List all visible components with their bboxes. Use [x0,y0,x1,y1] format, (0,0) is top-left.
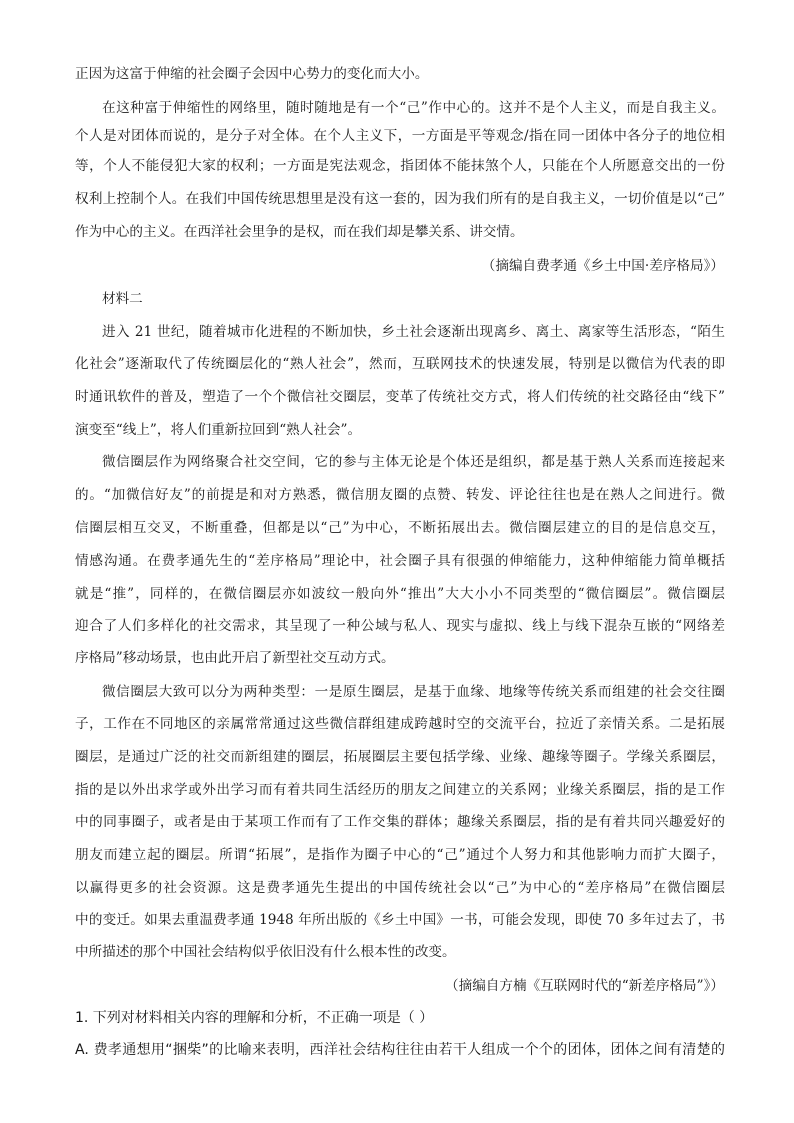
source-citation: （摘编自费孝通《乡土中国·差序格局》） [481,258,724,274]
text-line: 中所描述的那个中国社会结构似乎依旧没有什么根本性的改变。 [75,944,456,960]
question-stem: 1. 下列对材料相关内容的理解和分析，不正确一项是（ ） [75,1010,434,1026]
text-line: 个人是对团体而说的，是分子对全体。在个人主义下，一方面是平等观念/指在同一团体中各分子的地位相 [75,128,725,144]
text-line: 朋友而建立起的圈层。所谓“拓展”，是指作为圈子中心的“己”通过个人努力和其他影响力而扩大圈子， [75,847,725,863]
text-line: 中的变迁。如果去重温费孝通 1948 年所出版的《乡土中国》一书，可能会发现，即使 70 多年过去了，书 [75,912,725,928]
text-line: 在这种富于伸缩性的网络里，随时随地是有一个“己”作中心的。这并不是个人主义，而是自我主义。 [102,100,725,116]
text-line: 微信圈层作为网络聚合社交空间，它的参与主体无论是个体还是组织，都是基于熟人关系而连接起来 [102,454,725,470]
text-line: 就是“推”，同样的，在微信圈层亦如波纹一般向外“推出”大大小小不同类型的“微信圈层”。微信圈层 [75,586,725,602]
text-line: 正因为这富于伸缩的社会圈子会因中心势力的变化而大小。 [75,66,429,82]
section-heading: 材料二 [102,291,143,307]
text-line: 迎合了人们多样化的社交需求，其呈现了一种公域与私人、现实与虚拟、线上与线下混杂互嵌的“网络差 [75,618,725,634]
text-line: 以赢得更多的社会资源。这是费孝通先生提出的中国传统社会以“己”为中心的“差序格局”在微信圈层 [75,880,725,896]
answer-option-a: A. 费孝通想用“捆柴”的比喻来表明，西洋社会结构往往由若干人组成一个个的团体，团体之间有清楚的 [75,1042,725,1058]
text-line: 子，工作在不同地区的亲属常常通过这些微信群组建成跨越时空的交流平台，拉近了亲情关系。二是拓展 [75,716,725,732]
text-line: 微信圈层大致可以分为两种类型：一是原生圈层，是基于血缘、地缘等传统关系而组建的社会交往圈 [102,684,725,700]
text-line: 中的同事圈子，或者是由于某项工作而有了工作交集的群体；趣缘关系圈层，指的是有着共同兴趣爱好的 [75,814,725,830]
text-line: 权利上控制个人。在我们中国传统思想里是没有这一套的，因为我们所有的是自我主义，一切价值是以“己” [75,191,725,207]
text-line: 进入 21 世纪，随着城市化进程的不断加快，乡土社会逐渐出现离乡、离土、离家等生活形态，“陌生 [102,324,725,340]
text-line: 的。“加微信好友”的前提是和对方熟悉，微信朋友圈的点赞、转发、评论往往也是在熟人之间进行。微 [75,487,725,503]
text-line: 圈层，是通过广泛的社交而新组建的圈层，拓展圈层主要包括学缘、业缘、趣缘等圈子。学缘关系圈层， [75,749,725,765]
text-line: 指的是以外出求学或外出学习而有着共同生活经历的朋友之间建立的关系网；业缘关系圈层，指的是工作 [75,782,725,798]
text-line: 作为中心的主义。在西洋社会里争的是权，而在我们却是攀关系、讲交情。 [75,224,524,240]
text-line: 时通讯软件的普及，塑造了一个个微信社交圈层，变革了传统社交方式，将人们传统的社交路径由“线下” [75,389,725,405]
text-line: 信圈层相互交叉，不断重叠，但都是以“己”为中心，不断拓展出去。微信圈层建立的目的是信息交互， [75,520,725,536]
text-line: 化社会”逐渐取代了传统圈层化的“熟人社会”，然而，互联网技术的快速发展，特别是以微信为代表的即 [75,356,725,372]
text-line: 情感沟通。在费孝通先生的“差序格局”理论中，社会圈子具有很强的伸缩能力，这种伸缩能力简单概括 [75,553,725,569]
text-line: 演变至“线上”，将人们重新拉回到“熟人社会”。 [75,422,362,438]
text-line: 等，个人不能侵犯大家的权利；一方面是宪法观念，指团体不能抹煞个人，只能在个人所愿意交出的一份 [75,158,725,174]
text-line: 序格局”移动场景，也由此开启了新型社交互动方式。 [75,650,395,666]
source-citation: （摘编自方楠《互联网时代的“新差序格局”》） [445,978,724,994]
